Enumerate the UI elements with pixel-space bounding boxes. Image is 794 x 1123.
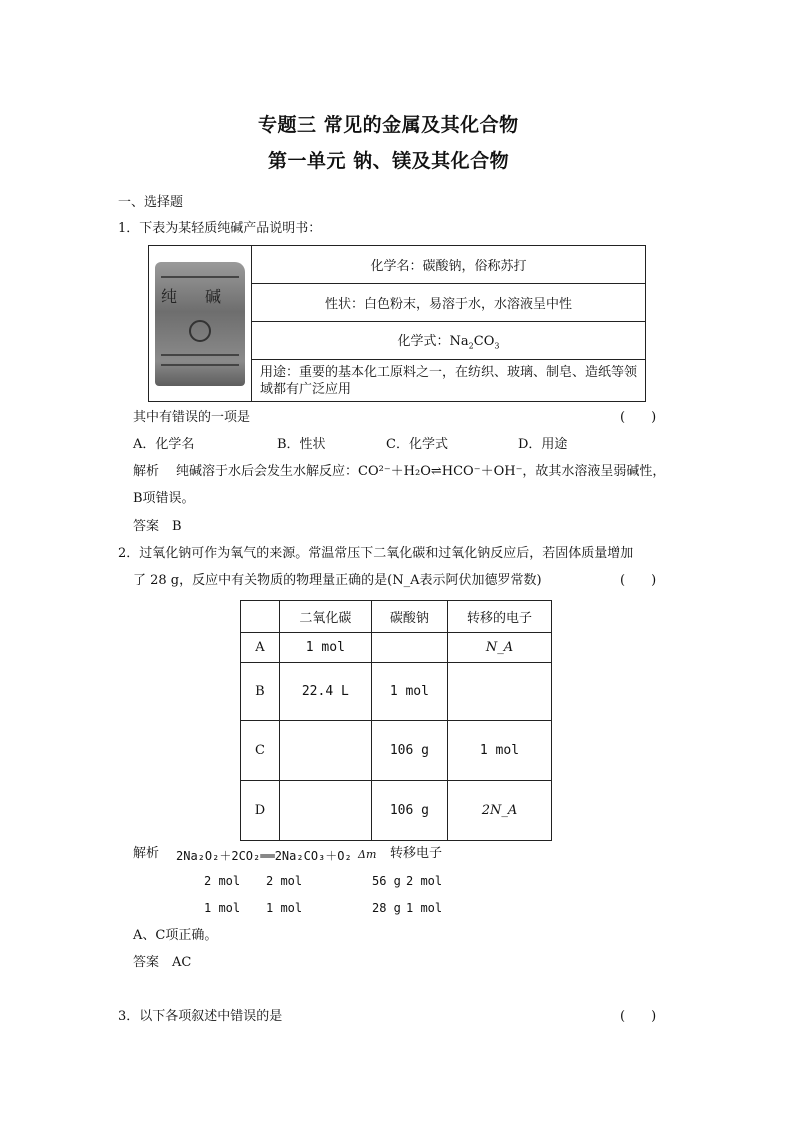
q2-delta-m: Δm xyxy=(358,848,377,861)
q2-cell: A xyxy=(241,633,280,663)
q1-option-c: C．化学式 xyxy=(386,437,448,452)
q2-cell: D xyxy=(241,781,280,841)
product-property-cell: 性状：白色粉末，易溶于水，水溶液呈中性 xyxy=(252,284,646,322)
product-table xyxy=(148,245,646,402)
q2-transfer-label: 转移电子 xyxy=(390,846,443,861)
q2-header-cell: 二氧化碳 xyxy=(279,601,371,633)
q2-cell: 106 g xyxy=(371,721,447,781)
q2-cell xyxy=(279,781,371,841)
q2-table xyxy=(240,600,552,841)
q2-header-cell: 转移的电子 xyxy=(447,601,551,633)
section-heading: 一、选择题 xyxy=(118,195,184,210)
q2-line2-c: 28 g xyxy=(372,901,401,915)
q2-line2-d: 1 mol xyxy=(406,901,443,915)
q2-line1-a: 2 mol xyxy=(204,874,241,888)
q2-cell xyxy=(279,721,371,781)
table-row xyxy=(241,781,552,841)
q2-answer: 答案 AC xyxy=(133,955,192,970)
q2-stem-line2: 了 28 g，反应中有关物质的物理量正确的是(N_A表示阿伏加德罗常数) xyxy=(133,573,542,588)
q2-cell: 106 g xyxy=(371,781,447,841)
q2-conclusion: A、C项正确。 xyxy=(133,928,218,943)
q1-stem: 1．下表为某轻质纯碱产品说明书： xyxy=(118,221,322,236)
q2-stem-line1: 2．过氧化钠可作为氧气的来源。常温常压下二氧化碳和过氧化钠反应后，若固体质量增加 xyxy=(118,546,634,561)
q1-analysis-label: 解析 xyxy=(133,464,160,479)
table-row xyxy=(241,663,552,721)
product-bag-image xyxy=(155,262,245,386)
product-name-cell: 化学名：碳酸钠，俗称苏打 xyxy=(252,246,646,284)
q2-line1-d: 2 mol xyxy=(406,874,443,888)
table-row xyxy=(241,633,552,663)
bag-label-right: 碱 xyxy=(205,286,222,306)
q2-cell xyxy=(447,663,551,721)
q2-cell: 1 mol xyxy=(447,721,551,781)
q2-line1-c: 56 g xyxy=(372,874,401,888)
q2-header-cell: 碳酸钠 xyxy=(371,601,447,633)
q2-cell: 22.4 L xyxy=(279,663,371,721)
q3-answer-paren: ( ) xyxy=(620,1009,657,1024)
q1-answer-paren: ( ) xyxy=(620,410,657,425)
q2-cell: B xyxy=(241,663,280,721)
product-image-cell xyxy=(149,246,252,402)
q1-option-b: B．性状 xyxy=(277,437,326,452)
q1-option-a: A．化学名 xyxy=(133,437,195,452)
q2-cell: 2N_A xyxy=(447,781,551,841)
q1-option-d: D．用途 xyxy=(518,437,568,452)
bag-logo-icon xyxy=(189,320,211,342)
q1-analysis-text-2: B项错误。 xyxy=(133,491,195,506)
q3-stem: 3．以下各项叙述中错误的是 xyxy=(118,1009,283,1024)
q2-header-cell xyxy=(241,601,280,633)
q2-cell: 1 mol xyxy=(279,633,371,663)
q2-cell: 1 mol xyxy=(371,663,447,721)
q1-prompt: 其中有错误的一项是 xyxy=(133,410,251,425)
q2-cell xyxy=(371,633,447,663)
q2-cell: C xyxy=(241,721,280,781)
bag-label-left: 纯 xyxy=(161,286,178,306)
page-title: 专题三 常见的金属及其化合物 xyxy=(258,114,519,136)
product-usage-cell: 用途：重要的基本化工原料之一，在纺织、玻璃、制皂、造纸等领域都有广泛应用 xyxy=(252,360,646,402)
q2-analysis-label: 解析 xyxy=(133,846,160,861)
page-subtitle: 第一单元 钠、镁及其化合物 xyxy=(268,150,510,172)
q2-cell: N_A xyxy=(447,633,551,663)
q1-analysis-text: 纯碱溶于水后会发生水解反应：CO²⁻＋H₂O⇌HCO⁻＋OH⁻，故其水溶液呈弱碱性， xyxy=(176,464,666,479)
q2-answer-paren: ( ) xyxy=(620,573,657,588)
q2-line1-b: 2 mol xyxy=(266,874,303,888)
q2-equation: 2Na₂O₂＋2CO₂══2Na₂CO₃＋O₂ xyxy=(176,849,352,863)
q1-answer: 答案 B xyxy=(133,519,182,534)
table-row xyxy=(241,721,552,781)
product-formula-cell: 化学式：$Na_2CO_3$ xyxy=(252,322,646,360)
q2-line2-a: 1 mol xyxy=(204,901,241,915)
q2-line2-b: 1 mol xyxy=(266,901,303,915)
